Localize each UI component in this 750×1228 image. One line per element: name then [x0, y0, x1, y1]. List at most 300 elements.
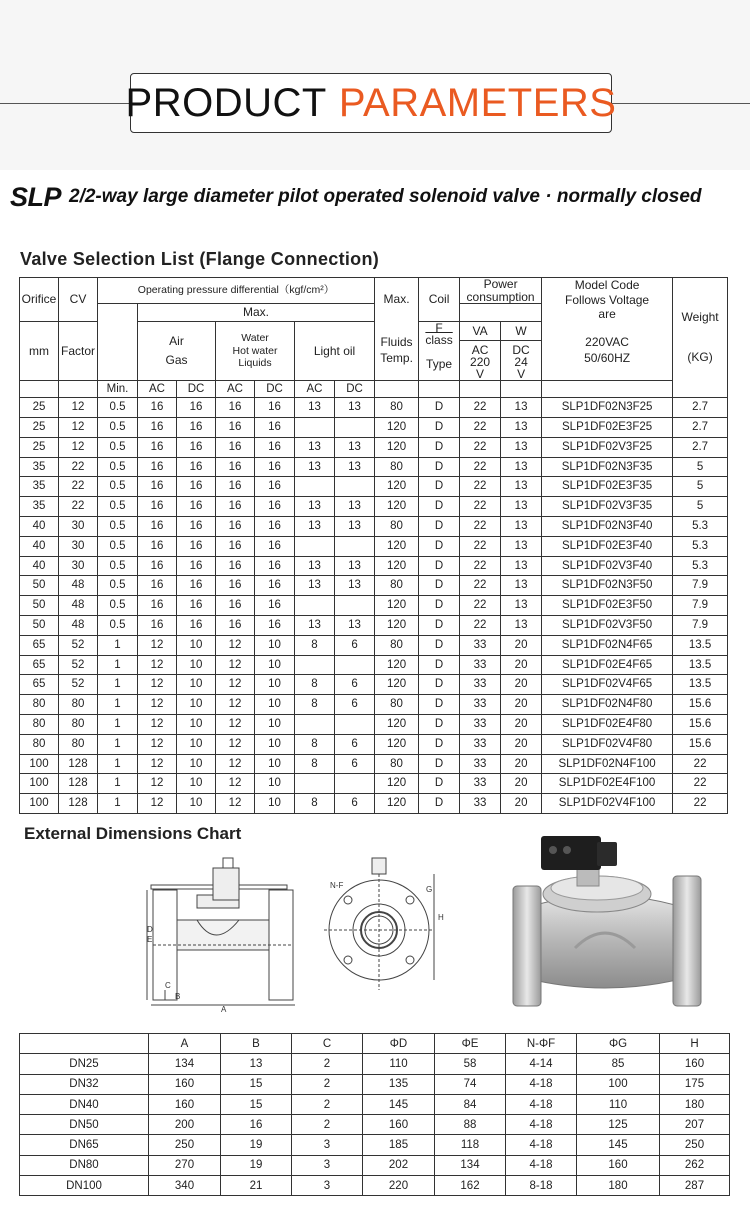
table-cell: 10 [255, 695, 295, 715]
header-model [542, 278, 673, 322]
table-cell: 160 [577, 1155, 660, 1175]
table-cell: D [419, 675, 460, 695]
table-cell: 22 [460, 556, 501, 576]
table-cell: 16 [138, 536, 177, 556]
header-coil-class-f: F [435, 321, 443, 336]
table-row [20, 417, 728, 437]
table-cell: 74 [435, 1074, 506, 1094]
table-cell: 2 [292, 1094, 363, 1114]
header-min: Min. [98, 381, 138, 398]
table-cell: 35 [20, 477, 59, 497]
table-cell: 0.5 [98, 576, 138, 596]
table-cell: 13 [501, 437, 542, 457]
drawing-label-c: C [165, 981, 171, 990]
table-cell: 52 [59, 675, 98, 695]
table-cell: 0.5 [98, 417, 138, 437]
table-row [20, 516, 728, 536]
table-cell: 2.7 [673, 417, 728, 437]
table-cell: 33 [460, 754, 501, 774]
table-cell: 20 [501, 714, 542, 734]
header-temp-spacer [375, 381, 419, 398]
table-cell: 22 [673, 774, 728, 794]
header-model-3: are [598, 307, 616, 322]
table-cell: 16 [177, 497, 216, 517]
table-cell: D [419, 398, 460, 418]
table-cell [295, 655, 335, 675]
dim-header-cell: ΦG [577, 1034, 660, 1054]
table-cell: 12 [216, 635, 255, 655]
title-main: PRODUCT [125, 80, 327, 125]
table-cell: 20 [501, 774, 542, 794]
table-cell: 0.5 [98, 615, 138, 635]
table-cell: 12 [216, 794, 255, 814]
table-row [20, 1155, 730, 1175]
table-cell: D [419, 714, 460, 734]
table-cell: 40 [20, 536, 59, 556]
table-cell: 120 [375, 497, 419, 517]
table-row [20, 734, 728, 754]
table-cell: D [419, 695, 460, 715]
table-cell [335, 536, 375, 556]
table-row [20, 774, 728, 794]
table-cell: 16 [177, 615, 216, 635]
table-cell: 220 [363, 1176, 435, 1196]
table-cell: 0.5 [98, 398, 138, 418]
table-cell: 120 [375, 477, 419, 497]
table-cell: 16 [177, 576, 216, 596]
table-cell: 22 [460, 536, 501, 556]
table-cell: DN32 [20, 1074, 149, 1094]
table-cell: SLP1DF02E4F65 [542, 655, 673, 675]
table-cell: 12 [216, 774, 255, 794]
table-cell: 13.5 [673, 635, 728, 655]
dim-header-cell: H [660, 1034, 730, 1054]
table-cell: 13 [501, 477, 542, 497]
selection-table [19, 277, 728, 814]
table-cell: 80 [375, 576, 419, 596]
table-cell: 160 [660, 1054, 730, 1074]
table-cell: 0.5 [98, 516, 138, 536]
table-cell: 22 [460, 497, 501, 517]
table-cell: 16 [216, 596, 255, 616]
table-cell: 16 [177, 596, 216, 616]
table-cell: SLP1DF02E3F25 [542, 417, 673, 437]
header-orifice: Orifice [20, 278, 59, 322]
dim-header-cell: A [149, 1034, 221, 1054]
table-cell: D [419, 635, 460, 655]
table-cell: 207 [660, 1115, 730, 1135]
table-cell: 1 [98, 675, 138, 695]
table-cell: 80 [59, 734, 98, 754]
header-weight-1: Weight [681, 310, 719, 325]
table-cell: 3 [292, 1135, 363, 1155]
header-model-voltage [542, 322, 673, 381]
left-flange-photo [513, 886, 541, 1006]
table-cell: 12 [216, 734, 255, 754]
header-water-dc: DC [255, 381, 295, 398]
table-cell: SLP1DF02N3F35 [542, 457, 673, 477]
table-row [20, 1074, 730, 1094]
header-w [501, 322, 542, 381]
table-cell: DN40 [20, 1094, 149, 1114]
table-cell: D [419, 536, 460, 556]
table-cell: 8-18 [506, 1176, 577, 1196]
table-cell: 16 [216, 477, 255, 497]
header-cv-spacer [59, 381, 98, 398]
table-cell: 1 [98, 754, 138, 774]
right-flange-photo [673, 876, 701, 1006]
table-cell: 33 [460, 774, 501, 794]
table-cell: 16 [216, 437, 255, 457]
table-cell: SLP1DF02N3F50 [542, 576, 673, 596]
table-cell: 52 [59, 635, 98, 655]
table-cell: 10 [255, 794, 295, 814]
product-subtitle [10, 180, 740, 214]
table-cell: D [419, 655, 460, 675]
bolt-hole [406, 896, 414, 904]
header-cv: CV [59, 278, 98, 322]
table-cell: 16 [255, 576, 295, 596]
table-cell: 135 [363, 1074, 435, 1094]
table-cell: 13 [501, 457, 542, 477]
table-cell: 13 [335, 576, 375, 596]
table-cell: 16 [216, 417, 255, 437]
header-light-oil: Light oil [295, 322, 375, 381]
table-cell: 1 [98, 794, 138, 814]
table-cell: 145 [363, 1094, 435, 1114]
header-model-5: 50/60HZ [584, 350, 631, 365]
table-cell: 84 [435, 1094, 506, 1114]
table-row [20, 497, 728, 517]
table-cell: 13 [295, 497, 335, 517]
table-cell: 22 [460, 615, 501, 635]
drawing-label-b: B [175, 992, 181, 1001]
header-coil-spacer [419, 381, 460, 398]
table-row [20, 556, 728, 576]
table-cell: 120 [375, 794, 419, 814]
table-cell: 16 [138, 596, 177, 616]
table-cell: 80 [20, 714, 59, 734]
header-va [460, 322, 501, 381]
table-cell: 16 [255, 497, 295, 517]
dimensions-table-body [20, 1054, 730, 1196]
table-cell: 22 [460, 576, 501, 596]
table-cell: 13 [295, 615, 335, 635]
header-power-2: consumption [466, 289, 535, 304]
header-water-2: Hot water [232, 344, 278, 357]
table-cell: 22 [673, 794, 728, 814]
table-cell: SLP1DF02N4F100 [542, 754, 673, 774]
table-cell: D [419, 516, 460, 536]
table-cell: 13 [501, 417, 542, 437]
table-cell: 8 [295, 754, 335, 774]
table-cell: 33 [460, 655, 501, 675]
table-cell: D [419, 457, 460, 477]
table-cell: 80 [375, 516, 419, 536]
drawing-label-nf: N-F [330, 881, 344, 890]
table-cell: 0.5 [98, 536, 138, 556]
table-cell: 8 [295, 794, 335, 814]
header-oil-ac: AC [295, 381, 335, 398]
table-cell: 270 [149, 1155, 221, 1175]
table-cell: 30 [59, 536, 98, 556]
table-cell: 13 [295, 576, 335, 596]
table-cell: DN80 [20, 1155, 149, 1175]
table-cell: 2 [292, 1074, 363, 1094]
table-cell: 250 [660, 1135, 730, 1155]
table-cell: 13 [221, 1054, 292, 1074]
table-cell: 128 [59, 774, 98, 794]
table-cell: SLP1DF02N4F65 [542, 635, 673, 655]
header-va-voltage-1: AC [471, 343, 489, 358]
table-cell: 202 [363, 1155, 435, 1175]
table-cell: 22 [460, 596, 501, 616]
table-cell: 4-14 [506, 1054, 577, 1074]
table-cell: 16 [177, 398, 216, 418]
table-cell: SLP1DF02V3F40 [542, 556, 673, 576]
header-model-1: Model Code [574, 278, 640, 293]
table-cell: 22 [460, 516, 501, 536]
table-cell: 16 [177, 477, 216, 497]
table-cell: 13.5 [673, 675, 728, 695]
table-cell: 12 [216, 655, 255, 675]
table-cell: 33 [460, 714, 501, 734]
table-cell: 30 [59, 556, 98, 576]
table-cell: 65 [20, 655, 59, 675]
table-cell: 162 [435, 1176, 506, 1196]
table-cell: 4-18 [506, 1155, 577, 1175]
table-cell: 13 [335, 615, 375, 635]
dim-header-cell: B [221, 1034, 292, 1054]
header-weight-2: (KG) [687, 349, 713, 364]
table-cell: 118 [435, 1135, 506, 1155]
brand-logo: SLP [10, 181, 62, 212]
selection-title: Valve Selection List (Flange Connection) [20, 249, 380, 269]
table-cell: DN100 [20, 1176, 149, 1196]
table-cell: 12 [138, 714, 177, 734]
table-cell: 16 [255, 477, 295, 497]
table-cell: 5.3 [673, 556, 728, 576]
dimensions-table-header [20, 1034, 730, 1054]
table-cell: 50 [20, 615, 59, 635]
table-cell: 20 [501, 794, 542, 814]
table-cell: DN25 [20, 1054, 149, 1074]
table-cell: 13 [501, 536, 542, 556]
dim-header-cell: ΦE [435, 1034, 506, 1054]
table-row [20, 794, 728, 814]
header-orifice-unit: mm [20, 322, 59, 381]
table-cell: 10 [255, 774, 295, 794]
table-cell: 12 [138, 655, 177, 675]
table-cell: 120 [375, 734, 419, 754]
table-cell: 16 [255, 437, 295, 457]
table-cell: 100 [20, 754, 59, 774]
table-cell: 3 [292, 1155, 363, 1175]
table-cell: 5.3 [673, 536, 728, 556]
table-cell: 12 [138, 695, 177, 715]
table-cell: 7.9 [673, 615, 728, 635]
table-cell: 120 [375, 714, 419, 734]
table-row [20, 1054, 730, 1074]
table-cell: 22 [59, 477, 98, 497]
table-cell: 80 [375, 457, 419, 477]
table-cell [295, 417, 335, 437]
table-cell: 19 [221, 1135, 292, 1155]
header-model-spacer [542, 381, 673, 398]
table-cell: 8 [295, 635, 335, 655]
table-cell: 16 [138, 457, 177, 477]
table-cell: 10 [177, 675, 216, 695]
table-cell: 6 [335, 734, 375, 754]
header-oil-dc: DC [335, 381, 375, 398]
header-power-1: Power [483, 277, 518, 291]
table-cell: 5 [673, 477, 728, 497]
table-cell: 10 [177, 754, 216, 774]
table-cell: 12 [216, 695, 255, 715]
coil-connector [223, 858, 233, 868]
table-cell: SLP1DF02E4F80 [542, 714, 673, 734]
table-cell: 16 [177, 556, 216, 576]
table-cell: 15 [221, 1074, 292, 1094]
table-row [20, 477, 728, 497]
table-cell: 10 [255, 754, 295, 774]
table-cell: 8 [295, 695, 335, 715]
table-row [20, 576, 728, 596]
header-water-ac: AC [216, 381, 255, 398]
table-cell: 1 [98, 774, 138, 794]
header-min-spacer [98, 304, 138, 381]
table-cell: 16 [138, 556, 177, 576]
table-cell: 13.5 [673, 655, 728, 675]
table-cell: 160 [149, 1074, 221, 1094]
header-coil-class [419, 322, 460, 381]
table-cell: 13 [335, 556, 375, 576]
table-cell: 22 [460, 417, 501, 437]
header-cv-factor: Factor [59, 322, 98, 381]
table-cell: 128 [59, 794, 98, 814]
table-cell: 0.5 [98, 497, 138, 517]
table-cell: 16 [255, 596, 295, 616]
table-cell: 13 [501, 497, 542, 517]
table-row [20, 536, 728, 556]
table-cell: 16 [138, 615, 177, 635]
table-cell [335, 417, 375, 437]
table-cell: 16 [216, 615, 255, 635]
table-cell: 16 [216, 536, 255, 556]
table-cell: 80 [20, 695, 59, 715]
table-cell: 22 [460, 477, 501, 497]
table-row [20, 695, 728, 715]
table-cell: 10 [255, 635, 295, 655]
banner-rule-right [612, 103, 750, 104]
header-air-2: Gas [165, 353, 188, 368]
header-max: Max. [138, 304, 375, 322]
table-cell: 22 [59, 497, 98, 517]
table-cell: 13 [335, 516, 375, 536]
table-cell: 10 [177, 655, 216, 675]
table-cell: 287 [660, 1176, 730, 1196]
table-cell: 22 [460, 457, 501, 477]
table-cell: 12 [216, 754, 255, 774]
front-view-drawing [322, 850, 452, 1000]
table-cell: 2 [292, 1115, 363, 1135]
table-cell: SLP1DF02N3F25 [542, 398, 673, 418]
header-air-dc: DC [177, 381, 216, 398]
dimensions-title: External Dimensions Chart [24, 824, 242, 843]
table-cell: 16 [138, 576, 177, 596]
table-cell: 22 [460, 437, 501, 457]
table-cell: 0.5 [98, 556, 138, 576]
coil-top [372, 858, 386, 874]
product-description: 2/2-way large diameter pilot operated solenoid valve · normally closed [69, 186, 702, 207]
table-cell: 10 [255, 655, 295, 675]
table-cell: 13 [295, 556, 335, 576]
table-cell: 16 [216, 556, 255, 576]
table-cell: 15.6 [673, 734, 728, 754]
table-cell: 4-18 [506, 1094, 577, 1114]
table-cell: 12 [216, 714, 255, 734]
table-cell: SLP1DF02V4F65 [542, 675, 673, 695]
table-cell: 16 [221, 1115, 292, 1135]
page-title [125, 73, 617, 133]
table-cell: SLP1DF02V4F80 [542, 734, 673, 754]
header-air-1: Air [169, 334, 184, 348]
table-cell [295, 536, 335, 556]
table-cell: 50 [20, 576, 59, 596]
dimensions-table [19, 1033, 730, 1196]
table-cell: 13 [501, 556, 542, 576]
table-cell: 262 [660, 1155, 730, 1175]
table-cell: 200 [149, 1115, 221, 1135]
header-coil-type: Type [426, 357, 453, 372]
table-cell: 13 [295, 398, 335, 418]
table-cell: 8 [295, 675, 335, 695]
header-banner [0, 0, 750, 170]
table-cell: 7.9 [673, 596, 728, 616]
table-cell: 48 [59, 615, 98, 635]
table-cell [295, 774, 335, 794]
table-cell: 110 [577, 1094, 660, 1114]
selection-table-header [20, 278, 728, 398]
table-cell: 80 [59, 695, 98, 715]
table-cell: 16 [138, 477, 177, 497]
header-orifice-spacer [20, 381, 59, 398]
table-cell: 120 [375, 596, 419, 616]
table-cell: 58 [435, 1054, 506, 1074]
table-cell: 6 [335, 635, 375, 655]
table-cell: 7.9 [673, 576, 728, 596]
valve-product-image [505, 828, 715, 1013]
table-cell: 33 [460, 794, 501, 814]
table-cell: 145 [577, 1135, 660, 1155]
table-cell: 13 [501, 596, 542, 616]
table-cell: 22 [59, 457, 98, 477]
table-cell: 6 [335, 794, 375, 814]
table-cell: 30 [59, 516, 98, 536]
table-cell: 13 [335, 497, 375, 517]
table-cell: 15.6 [673, 695, 728, 715]
table-cell: 100 [20, 774, 59, 794]
table-cell: 12 [138, 794, 177, 814]
table-cell: 33 [460, 675, 501, 695]
table-cell: SLP1DF02V3F50 [542, 615, 673, 635]
header-water-3: Liquids [238, 357, 272, 370]
table-cell: 20 [501, 635, 542, 655]
table-cell: 10 [177, 794, 216, 814]
table-cell: DN50 [20, 1115, 149, 1135]
header-max-temp-3: Temp. [380, 350, 413, 365]
table-cell: 16 [177, 417, 216, 437]
